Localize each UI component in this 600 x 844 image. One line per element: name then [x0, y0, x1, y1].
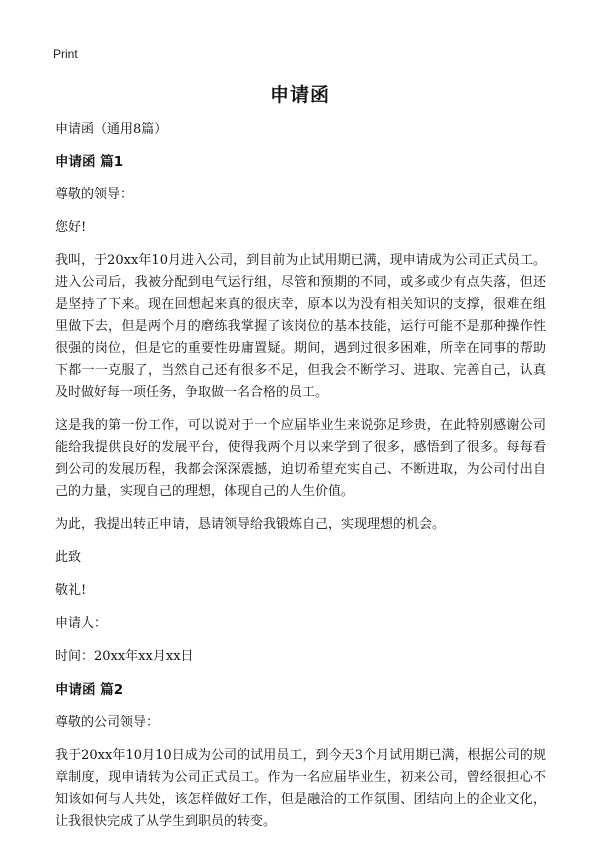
salutation: 尊敬的领导： — [55, 187, 134, 202]
document-body — [55, 119, 546, 844]
section-1 — [55, 151, 546, 668]
section-2 — [55, 679, 546, 833]
body-paragraph: 为此，我提出转正申请，恳请领导给我锻炼自己，实现理想的机会。 — [55, 517, 446, 532]
date-line: 时间：20xx年xx月xx日 — [55, 649, 194, 664]
closing-line: 此致 — [55, 550, 82, 565]
print-label: Print — [53, 47, 78, 61]
body-paragraph: 我叫，于20xx年10月进入公司，到目前为止试用期已满，现申请成为公司正式员工。进入公司后，我被分配到电气运行组，尽管和预期的不同，或多或少有点失落，但还是坚持了下来。现在回想起来真的很庆幸，原本以为没有相关知识的支撑，很难在组里做下去，但是两个月的磨练我掌握了该岗位的基本技能，运行可能不是那种操作性很强的岗位，但是它的重要性毋庸置疑。期间，遇到过很多困难，所幸在同事的帮助下都一一克服了，当然自己还有很多不足，但我会不断学习、进取、完善自己，认真及时做好每一项任务，争取做一名合格的员工。 — [55, 253, 546, 400]
applicant-line: 申请人： — [55, 616, 108, 631]
closing-salute: 敬礼! — [55, 583, 87, 598]
salutation: 尊敬的公司领导： — [55, 715, 160, 730]
section-heading: 申请函 篇2 — [55, 682, 124, 698]
section-heading: 申请函 篇1 — [55, 154, 124, 170]
greeting: 您好! — [55, 220, 87, 235]
document-subtitle: 申请函（通用8篇） — [55, 122, 168, 137]
document-title: 申请函 — [269, 84, 330, 106]
body-paragraph: 这是我的第一份工作，可以说对于一个应届毕业生来说弥足珍贵，在此特别感谢公司能给我提供良好的发展平台，使得我两个月以来学到了很多，感悟到了很多。每每看到公司的发展历程，我都会深深震撼，迫切希望充实自己、不断进取，为公司付出自己的力量，实现自己的理想，体现自己的人生价值。 — [55, 418, 546, 499]
body-paragraph: 我于20xx年10月10日成为公司的试用员工，到今天3个月试用期已满，根据公司的规章制度，现申请转为公司正式员工。作为一名应届毕业生，初来公司，曾经很担心不知该如何与人共处，该怎样做好工作，但是融洽的工作氛围、团结向上的企业文化，让我很快完成了从学生到职员的转变。 — [55, 748, 546, 829]
